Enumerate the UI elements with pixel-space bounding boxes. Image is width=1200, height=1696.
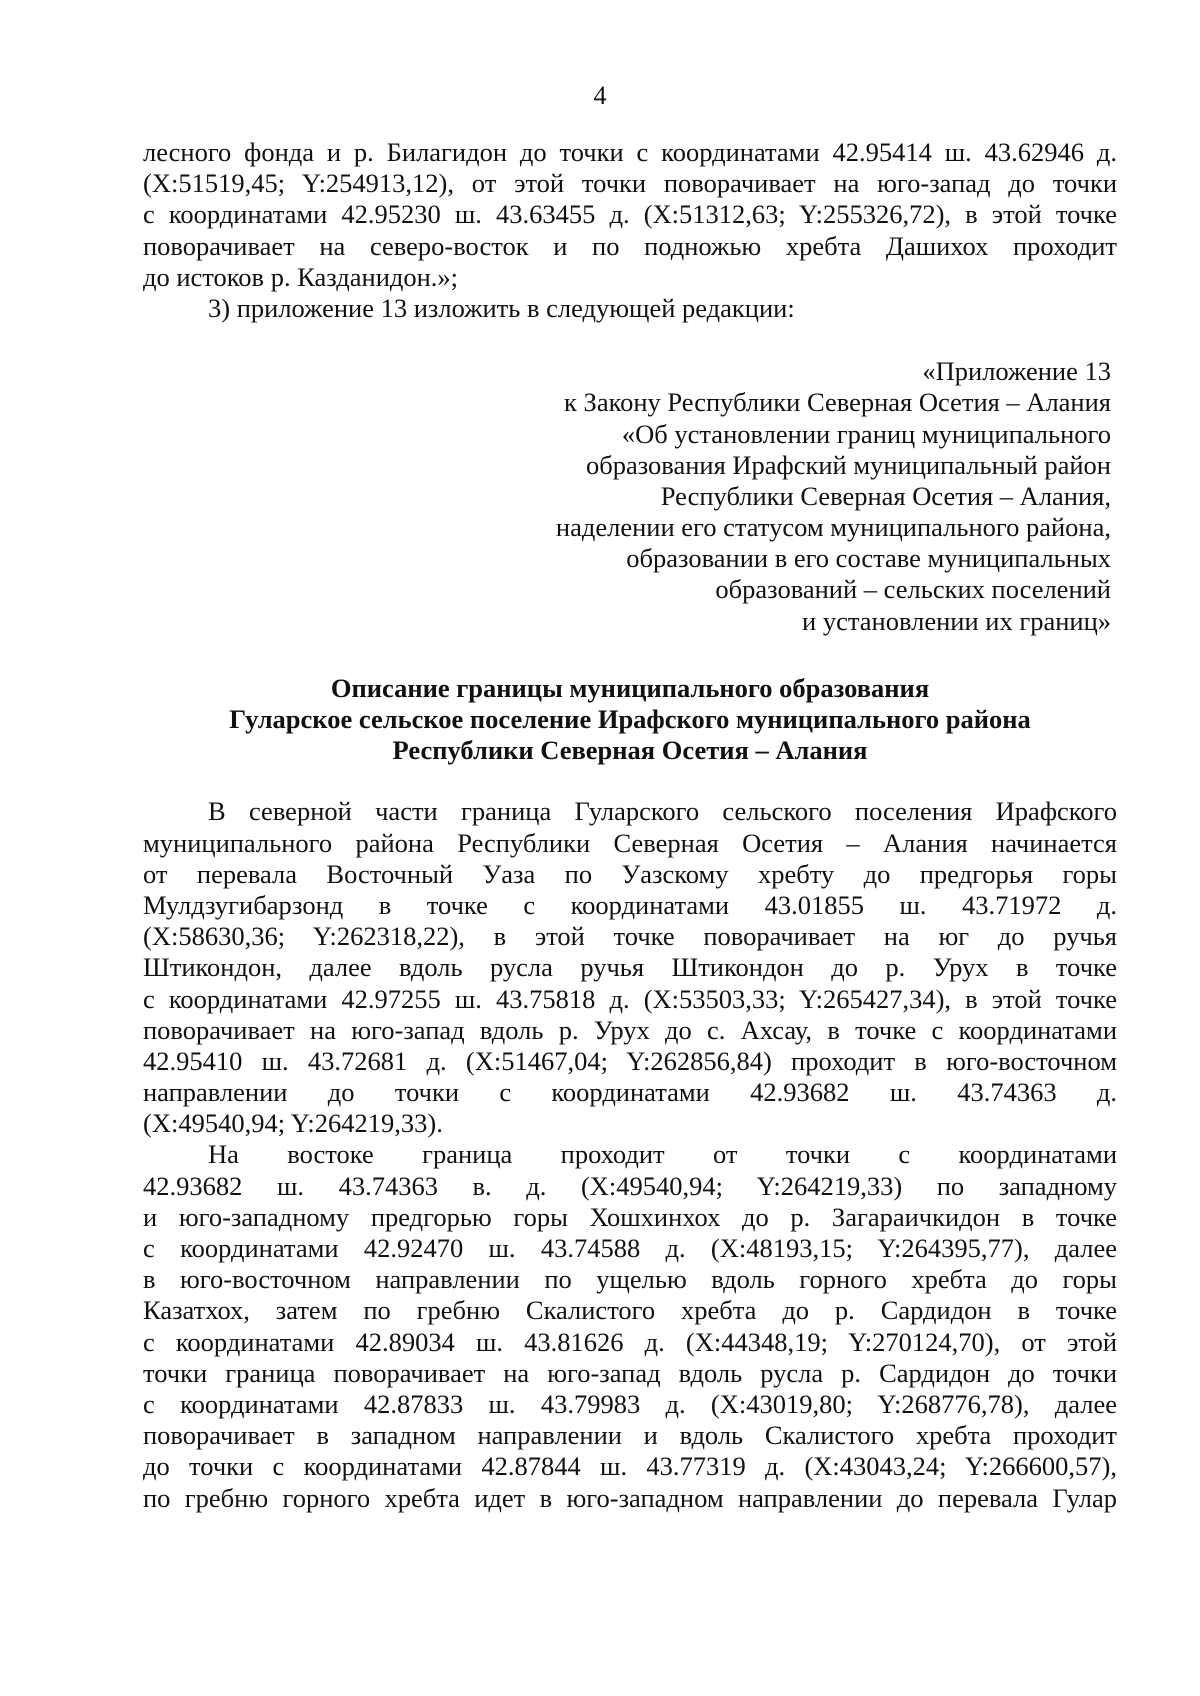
text-line: На востоке граница проходит от точки с координатами xyxy=(208,1139,1117,1170)
document-body xyxy=(143,137,1117,1514)
paragraph-east xyxy=(143,1139,1117,1513)
text-line: муниципального района Республики Северная Осетия – Алания начинается xyxy=(143,827,1117,858)
text-line: (X:51519,45; Y:254913,12), от этой точки поворачивает на юго-запад до точки xyxy=(143,168,1117,199)
text-line: по гребню горного хребта идет в юго-западном направлении до перевала Гулар xyxy=(143,1482,1117,1513)
paragraph-north xyxy=(143,796,1117,1139)
text-line: 42.95410 ш. 43.72681 д. (X:51467,04; Y:262856,84) проходит в юго-восточном xyxy=(143,1045,1117,1076)
appendix-line: к Закону Республики Северная Осетия – Алания xyxy=(564,387,1111,418)
page-number: 4 xyxy=(593,81,607,110)
title-line: Описание границы муниципального образования xyxy=(330,672,930,703)
text-line: с координатами 42.89034 ш. 43.81626 д. (X:44348,19; Y:270124,70), от этой xyxy=(143,1326,1117,1357)
text-line: Штикондон, далее вдоль русла ручья Штикондон до р. Урух в точке xyxy=(143,952,1117,983)
text-line: Мулдзугибарзонд в точке с координатами 43.01855 ш. 43.71972 д. xyxy=(143,889,1117,920)
text-line: с координатами 42.87833 ш. 43.79983 д. (X:43019,80; Y:268776,78), далее xyxy=(143,1388,1117,1419)
text-line: от перевала Восточный Уаза по Уазскому хребту до предгорья горы xyxy=(143,858,1117,889)
appendix-line: наделении его статусом муниципального района, xyxy=(555,512,1111,543)
appendix-header xyxy=(143,356,1117,637)
text-line: с координатами 42.92470 ш. 43.74588 д. (X:48193,15; Y:264395,77), далее xyxy=(143,1233,1117,1263)
title-line: Республики Северная Осетия – Алания xyxy=(392,735,868,766)
text-line: в юго-восточном направлении по ущелью вдоль горного хребта до горы xyxy=(143,1264,1117,1295)
text-line: до точки с координатами 42.87844 ш. 43.77319 д. (X:43043,24; Y:266600,57), xyxy=(143,1451,1117,1482)
appendix-line: и установлении их границ» xyxy=(802,605,1111,636)
appendix-line: образования Ирафский муниципальный район xyxy=(585,449,1111,480)
title-line: Гуларское сельское поселение Ирафского муниципального района xyxy=(229,704,1031,734)
appendix-line: «Приложение 13 xyxy=(922,356,1111,387)
intro-paragraph xyxy=(143,137,1117,293)
item-3: 3) приложение 13 изложить в следующей редакции: xyxy=(208,292,795,323)
appendix-line: образовании в его составе муниципальных xyxy=(626,543,1111,574)
text-line: поворачивает на юго-запад вдоль р. Урух до с. Ахсау, в точке с координатами xyxy=(143,1014,1117,1045)
text-line: поворачивает на северо-восток и по подножью хребта Дашихох проходит xyxy=(143,230,1117,261)
text-line: точки граница поворачивает на юго-запад вдоль русла р. Сардидон до точки xyxy=(143,1357,1117,1388)
text-line: поворачивает в западном направлении и вдоль Скалистого хребта проходит xyxy=(143,1420,1117,1451)
text-line: направлении до точки с координатами 42.93682 ш. 43.74363 д. xyxy=(143,1077,1117,1108)
text-line: (X:49540,94; Y:264219,33). xyxy=(143,1108,443,1139)
text-line: до истоков р. Казданидон.»; xyxy=(143,261,459,292)
text-line: Казатхох, затем по гребню Скалистого хребта до р. Сардидон в точке xyxy=(143,1295,1117,1326)
text-line: В северной части граница Гуларского сельского поселения Ирафского xyxy=(208,796,1117,827)
text-line: и юго-западному предгорью горы Хошхинхох до р. Загараичкидон в точке xyxy=(143,1201,1117,1232)
text-line: с координатами 42.97255 ш. 43.75818 д. (X:53503,33; Y:265427,34), в этой точке xyxy=(143,983,1117,1014)
text-line: 42.93682 ш. 43.74363 в. д. (X:49540,94; Y:264219,33) по западному xyxy=(143,1170,1117,1201)
section-title xyxy=(143,673,1117,767)
appendix-line: «Об установлении границ муниципального xyxy=(621,418,1111,449)
text-line: с координатами 42.95230 ш. 43.63455 д. (X:51312,63; Y:255326,72), в этой точке xyxy=(143,199,1117,230)
appendix-line: образований – сельских поселений xyxy=(715,574,1111,605)
text-line: (X:58630,36; Y:262318,22), в этой точке поворачивает на юг до ручья xyxy=(143,921,1117,952)
appendix-line: Республики Северная Осетия – Алания, xyxy=(660,480,1111,511)
text-line: лесного фонда и р. Билагидон до точки с координатами 42.95414 ш. 43.62946 д. xyxy=(143,137,1117,167)
